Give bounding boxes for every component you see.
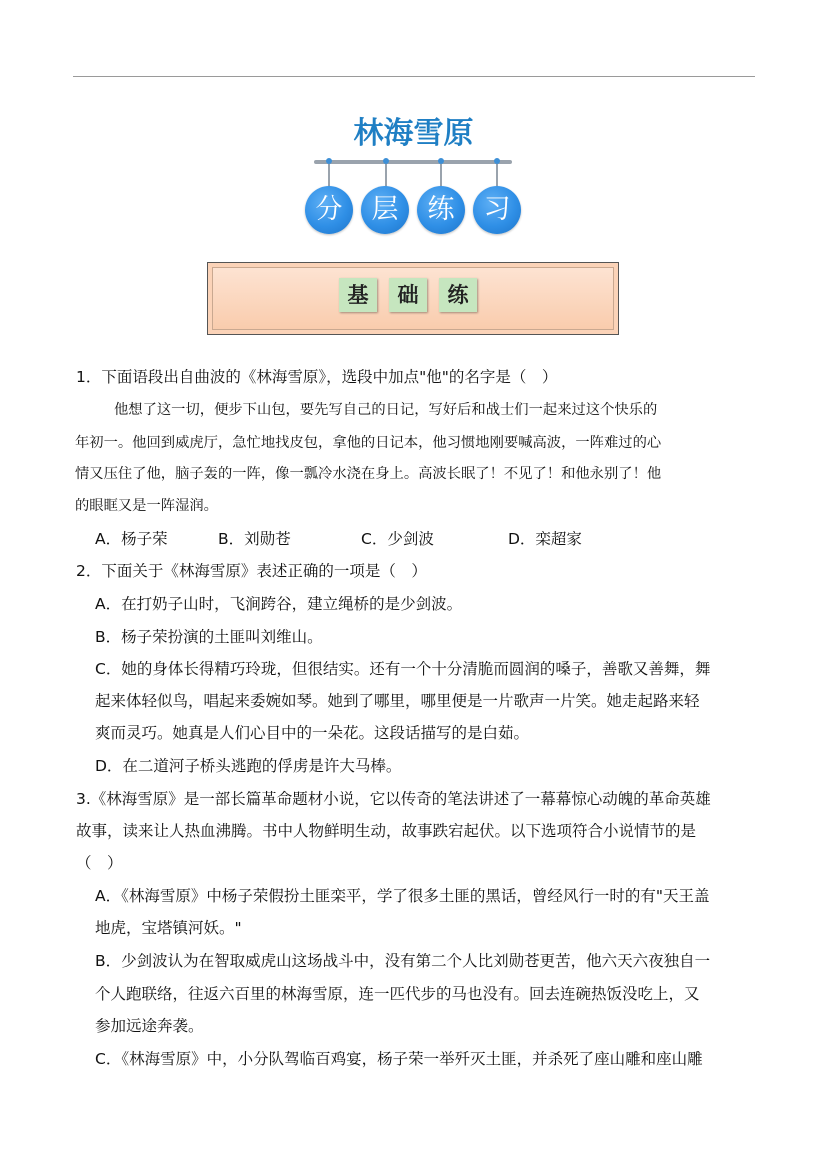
option: B．刘勋苍 [218,530,291,548]
section-tag: 练 [439,278,477,312]
option: A．在打奶子山时，飞涧跨谷，建立绳桥的是少剑波。 [95,595,463,613]
option-continued: 参加远途奔袭。 [95,1017,204,1035]
option: C．少剑波 [361,530,434,548]
banner-char: 分 [305,186,353,234]
passage-line: 他想了这一切，便步下山包，要先写自己的日记，写好后和战士们一起来过这个快乐的 [114,402,658,418]
section-tag: 基 [339,278,377,312]
question-stem-continued: （ ） [76,854,123,872]
question-stem: 1．下面语段出自曲波的《林海雪原》，选段中加点"他"的名字是（ ） [76,368,558,386]
banner-char: 练 [417,186,465,234]
banner-char: 层 [361,186,409,234]
question-stem-continued: 故事，读来让人热血沸腾。书中人物鲜明生动，故事跌宕起伏。以下选项符合小说情节的是 [76,822,697,840]
option: A．杨子荣 [95,530,168,548]
option: A．《林海雪原》中杨子荣假扮土匪栾平，学了很多土匪的黑话，曾经风行一时的有"天王盖 [95,887,710,905]
banner-stem [328,162,330,188]
section-tag: 础 [389,278,427,312]
option-continued: 个人跑联络，往返六百里的林海雪原，连一匹代步的马也没有。回去连碗热饭没吃上，又 [95,985,700,1003]
question-stem: 2．下面关于《林海雪原》表述正确的一项是（ ） [76,562,427,580]
banner-stem [440,162,442,188]
passage-line: 年初一。他回到威虎厅，急忙地找皮包，拿他的日记本，他习惯地刚要喊高波，一阵难过的心 [75,435,662,451]
banner-dot [494,158,500,164]
banner-dot [383,158,389,164]
option: B．少剑波认为在智取威虎山这场战斗中，没有第二个人比刘勋苍更苦，他六天六夜独自一 [95,952,711,970]
banner-bar [314,160,512,164]
option-continued: 爽而灵巧。她真是人们心目中的一朵花。这段话描写的是白茹。 [95,724,530,742]
question-stem: 3.《林海雪原》是一部长篇革命题材小说，它以传奇的笔法讲述了一幕幕惊心动魄的革命英雄 [76,790,711,808]
option: C．《林海雪原》中，小分队驾临百鸡宴，杨子荣一举歼灭土匪，并杀死了座山雕和座山雕 [95,1050,703,1068]
option-continued: 起来体轻似鸟，唱起来委婉如琴。她到了哪里，哪里便是一片歌声一片笑。她走起路来轻 [95,692,700,710]
passage-line: 的眼眶又是一阵湿润。 [75,498,218,514]
option: B．杨子荣扮演的土匪叫刘维山。 [95,628,323,646]
banner-char: 习 [473,186,521,234]
option: C．她的身体长得精巧玲珑，但很结实。还有一个十分清脆而圆润的嗓子，善歌又善舞，舞 [95,660,711,678]
passage-line: 情又压住了他，脑子轰的一阵，像一瓢冷水浇在身上。高波长眠了！不见了！和他永别了！他 [75,466,662,482]
option: D．在二道河子桥头逃跑的俘虏是许大马棒。 [95,757,402,775]
banner-stem [385,162,387,188]
page-title: 林海雪原 [353,116,474,151]
header-rule [73,76,755,77]
option-continued: 地虎，宝塔镇河妖。" [95,919,242,937]
banner-dot [438,158,444,164]
option: D．栾超家 [508,530,582,548]
banner-dot [326,158,332,164]
banner-stem [496,162,498,188]
